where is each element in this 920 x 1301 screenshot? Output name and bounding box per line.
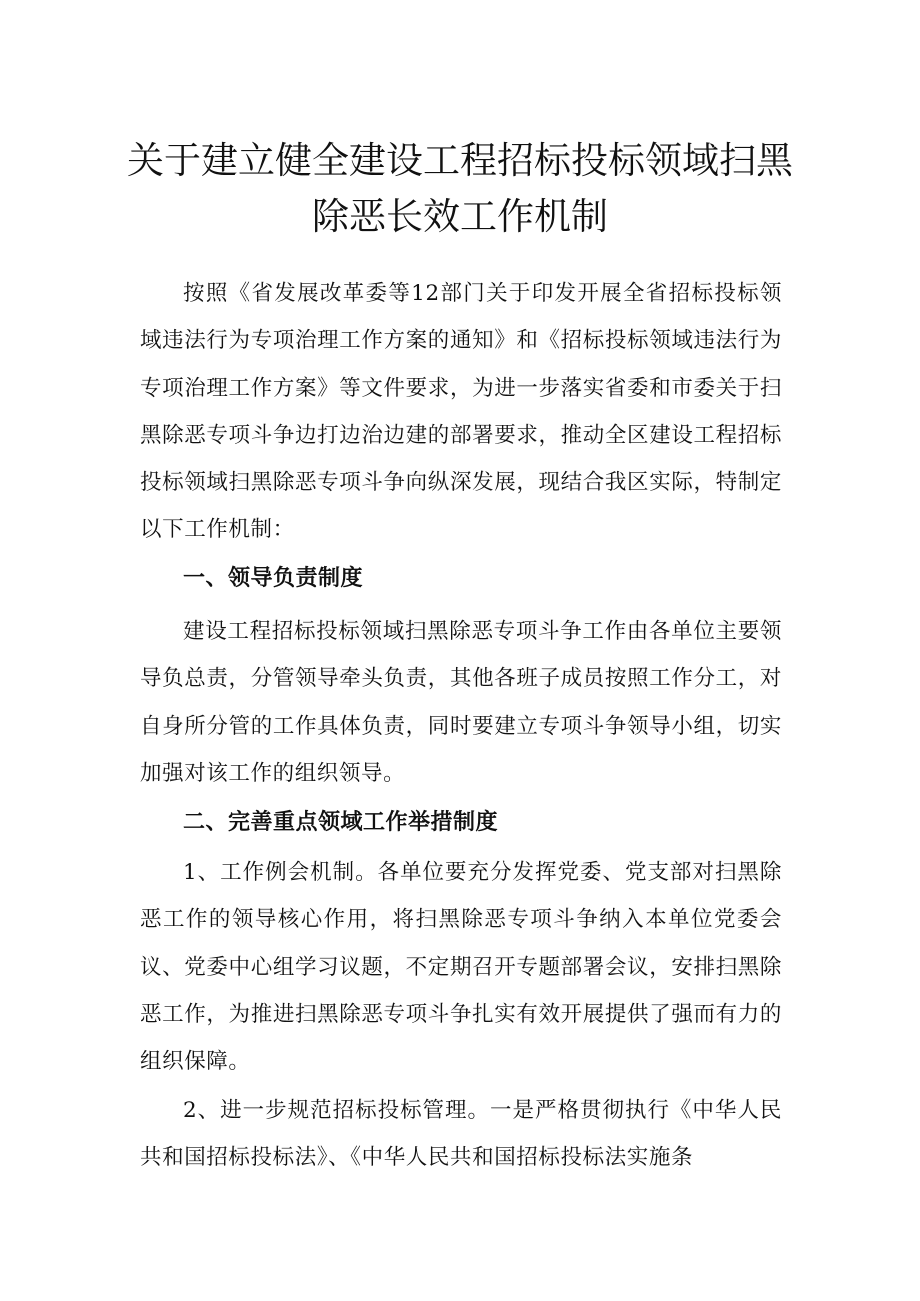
- section-2-item-2: 2、进一步规范招标投标管理。一是严格贯彻执行《中华人民共和国招标投标法》、《中华人民共和国招标投标法实施条: [140, 1098, 782, 1171]
- section-1-paragraph: 建设工程招标投标领域扫黑除恶专项斗争工作由各单位主要领导负总责，分管领导牵头负责，其他各班子成员按照工作分工，对自身所分管的工作具体负责，同时要建立专项斗争领导小组，切实加强对该工作的组织领导。: [140, 619, 782, 786]
- intro-paragraph: 按照《省发展改革委等12部门关于印发开展全省招标投标领域违法行为专项治理工作方案的通知》和《招标投标领域违法行为专项治理工作方案》等文件要求，为进一步落实省委和市委关于扫黑除恶专项斗争边打边治边建的部署要求，推动全区建设工程招标投标领域扫黑除恶专项斗争向纵深发展，现结合我区实际，特制定以下工作机制：: [140, 281, 782, 543]
- section-1-heading: 一、领导负责制度: [183, 566, 364, 591]
- section-2-item-1: 1、工作例会机制。各单位要充分发挥党委、党支部对扫黑除恶工作的领导核心作用，将扫黑除恶专项斗争纳入本单位党委会议、党委中心组学习议题，不定期召开专题部署会议，安排扫黑除恶工作，为推进扫黑除恶专项斗争扎实有效开展提供了强而有力的组织保障。: [140, 860, 782, 1075]
- document-title-line-1: 关于建立健全建设工程招标投标领域扫黑: [127, 139, 793, 182]
- document-title-line-2: 除恶长效工作机制: [312, 195, 608, 238]
- section-2-heading: 二、完善重点领域工作举措制度: [183, 810, 499, 835]
